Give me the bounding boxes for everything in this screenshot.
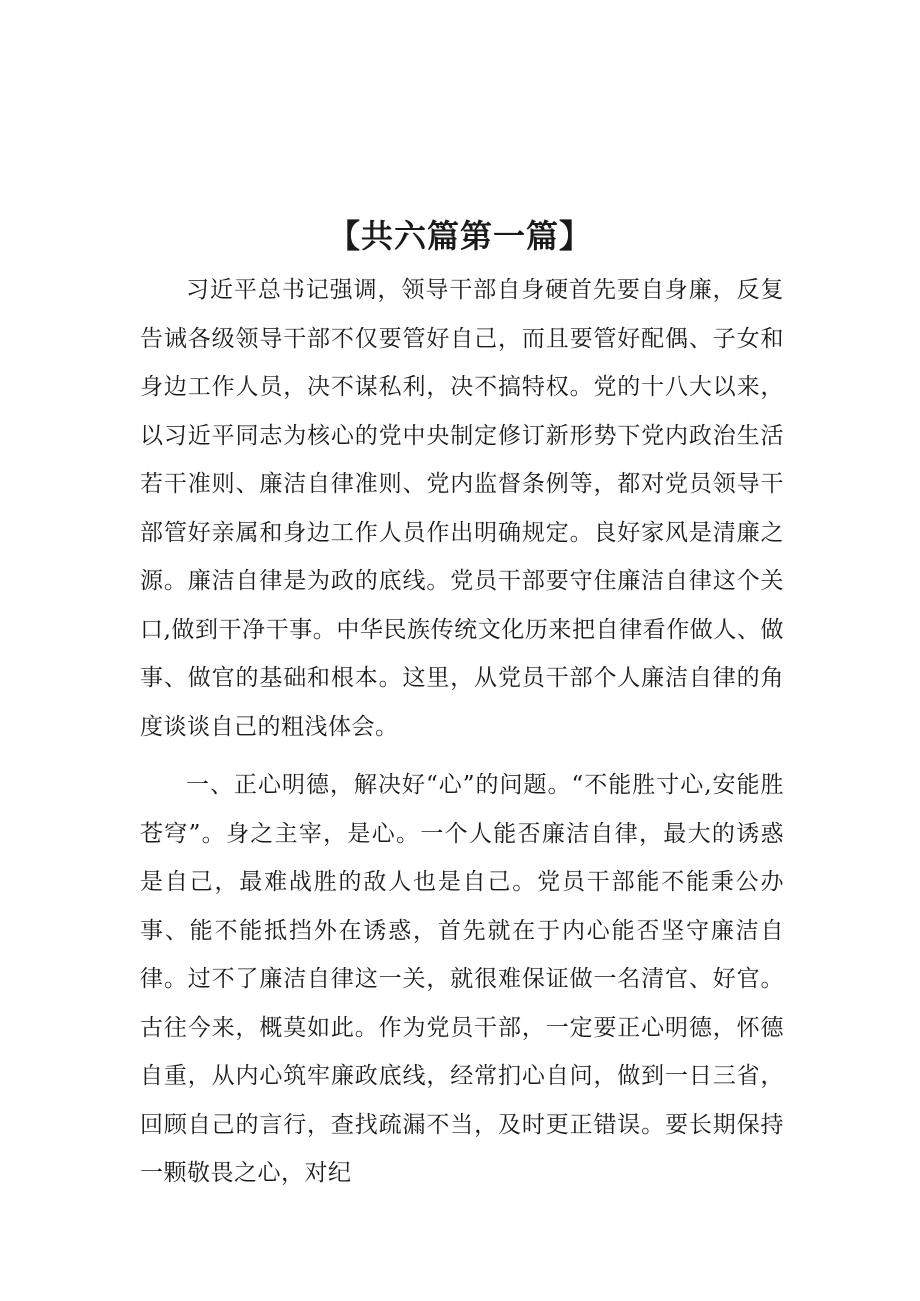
paragraph-2: 一、正心明德，解决好“心”的问题。“不能胜寸心,安能胜苍穹”。身之主宰，是心。一个人能否廉洁自律，最大的诱惑是自己，最难战胜的敌人也是自己。党员干部能不能秉公办事、能不能抵挡外在诱惑，首先就在于内心能否坚守廉洁自律。过不了廉洁自律这一关，就很难保证做一名清官、好官。古往今来，概莫如此。作为党员干部，一定要正心明德，怀德自重，从内心筑牢廉政底线，经常扪心自问，做到一日三省，回顾自己的言行，查找疏漏不当，及时更正错误。要长期保持一颗敬畏之心，对纪: [140, 772, 784, 1186]
paragraph-1: 习近平总书记强调，领导干部自身硬首先要自身廉，反复告诫各级领导干部不仅要管好自己，而且要管好配偶、子女和身边工作人员，决不谋私利，决不搞特权。党的十八大以来，以习近平同志为核心的党中央制定修订新形势下党内政治生活若干准则、廉洁自律准则、党内监督条例等，都对党员领导干部管好亲属和身边工作人员作出明确规定。良好家风是清廉之源。廉洁自律是为政的底线。党员干部要守住廉洁自律这个关口,做到干净干事。中华民族传统文化历来把自律看作做人、做事、做官的基础和根本。这里，从党员干部个人廉洁自律的角度谈谈自己的粗浅体会。: [140, 277, 784, 740]
document-title: 【共六篇第一篇】: [327, 217, 592, 255]
document-body: [140, 266, 784, 1198]
